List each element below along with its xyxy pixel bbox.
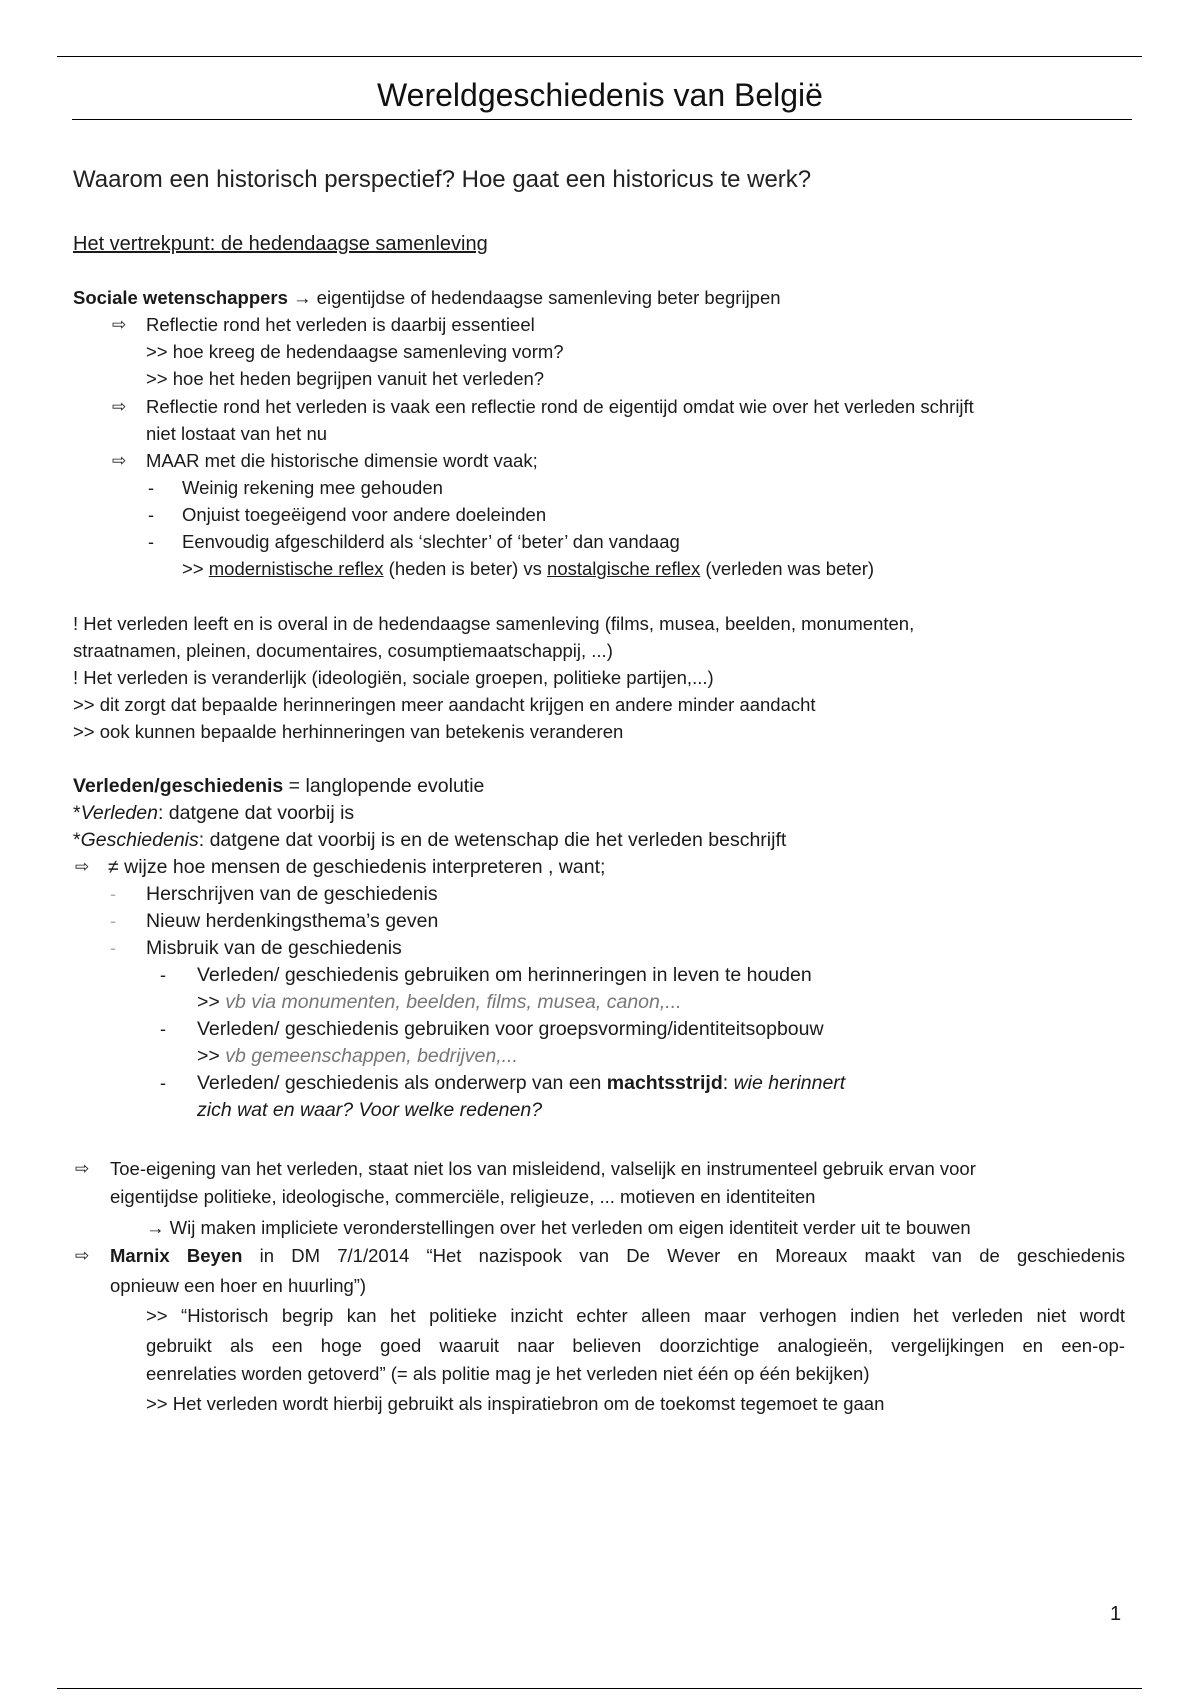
sociale-wetenschappers-line bbox=[73, 285, 781, 311]
note-line: >> dit zorgt dat bepaalde herinneringen meer aandacht krijgen en andere minder aandacht bbox=[73, 694, 816, 715]
example-text: vb via monumenten, beelden, films, musea, canon,... bbox=[225, 991, 682, 1013]
bullet-item-text: Nieuw herdenkingsthema’s geven bbox=[146, 910, 439, 932]
dash-icon: - bbox=[110, 884, 116, 904]
term-bold: Sociale wetenschappers bbox=[73, 287, 288, 308]
dash-icon: - bbox=[148, 505, 154, 525]
nostalgic-reflex: nostalgische reflex bbox=[547, 558, 701, 579]
definition-text: : datgene dat voorbij is en de wetenschap die het verleden beschrijft bbox=[198, 829, 787, 851]
dash-icon: - bbox=[148, 478, 154, 498]
reflex-prefix: >> bbox=[182, 558, 209, 579]
dash-item-text: Eenvoudig afgeschilderd als ‘slechter’ of ‘beter’ dan vandaag bbox=[182, 531, 680, 552]
beyen-name: Marnix Beyen bbox=[110, 1245, 243, 1266]
example-line bbox=[197, 1043, 518, 1069]
bottom-rule bbox=[57, 1688, 1142, 1689]
example-text: vb gemeenschappen, bedrijven,... bbox=[225, 1045, 518, 1067]
misuse-item-text: Verleden/ geschiedenis gebruiken voor groepsvorming/identiteitsopbouw bbox=[197, 1018, 824, 1040]
dash-icon: - bbox=[160, 1019, 166, 1039]
misuse-item-text bbox=[197, 1070, 845, 1096]
hollow-right-arrow-icon: ⇨ bbox=[112, 397, 127, 416]
example-line bbox=[197, 989, 682, 1015]
misuse-pre: Verleden/ geschiedenis als onderwerp van een bbox=[197, 1072, 607, 1094]
example-prefix: >> bbox=[197, 991, 226, 1013]
term-rest: → eigentijdse of hedendaagse samenleving beter begrijpen bbox=[287, 287, 781, 308]
star: * bbox=[73, 802, 81, 824]
quote-line: >> “Historisch begrip kan het politieke inzicht echter alleen maar verhogen indien het verleden niet wordt bbox=[146, 1305, 1125, 1326]
quote-line: >> Het verleden wordt hierbij gebruikt als inspiratiebron om de toekomst tegemoet te gaan bbox=[146, 1393, 885, 1414]
definition-text: : datgene dat voorbij is bbox=[157, 802, 355, 824]
dash-item-text: Weinig rekening mee gehouden bbox=[182, 477, 443, 498]
term-italic: Geschiedenis bbox=[80, 829, 199, 851]
term-bold: Verleden/geschiedenis bbox=[73, 775, 284, 797]
arrow-item-text: Reflectie rond het verleden is vaak een reflectie rond de eigentijd omdat wie over het verleden schrijft bbox=[146, 396, 974, 417]
quote-line: eenrelaties worden getoverd” (= als politie mag je het verleden niet één op één bekijken) bbox=[146, 1363, 870, 1384]
section-heading: Waarom een historisch perspectief? Hoe gaat een historicus te werk? bbox=[73, 166, 812, 193]
misuse-item-text: Verleden/ geschiedenis gebruiken om herinneringen in leven te houden bbox=[197, 964, 812, 986]
dash-icon: - bbox=[148, 532, 154, 552]
subheading: Het vertrekpunt: de hedendaagse samenleving bbox=[73, 233, 488, 255]
toe-eigening-line: eigentijdse politieke, ideologische, commerciële, religieuze, ... motieven en identiteiten bbox=[110, 1186, 816, 1207]
verleden-heading-line bbox=[73, 773, 484, 799]
toe-eigening-line: Toe-eigening van het verleden, staat niet los van misleidend, valselijk en instrumenteel gebruik ervan voor bbox=[110, 1158, 976, 1179]
arrow-item-text: ≠ wijze hoe mensen de geschiedenis interpreteren , want; bbox=[108, 856, 606, 878]
note-line: ! Het verleden is veranderlijk (ideologiën, sociale groepen, politieke partijen,...) bbox=[73, 667, 714, 688]
beyen-text: in DM 7/1/2014 “Het nazispook van De Wever en Moreaux maakt van de geschiedenis bbox=[242, 1245, 1125, 1266]
question-line: >> hoe kreeg de hedendaagse samenleving vorm? bbox=[146, 341, 564, 362]
term-italic: Verleden bbox=[80, 802, 158, 824]
reflex-line bbox=[182, 556, 874, 582]
dash-icon: - bbox=[160, 1073, 166, 1093]
misuse-colon: : bbox=[722, 1072, 734, 1094]
beyen-line: opnieuw een hoer en huurling”) bbox=[110, 1275, 367, 1296]
arrow-item-text: Reflectie rond het verleden is daarbij essentieel bbox=[146, 314, 535, 335]
note-line: ! Het verleden leeft en is overal in de hedendaagse samenleving (films, musea, beelden, monumenten, bbox=[73, 613, 915, 634]
page-number: 1 bbox=[1110, 1603, 1122, 1625]
toe-eigening-line: → Wij maken impliciete veronderstellingen over het verleden om eigen identiteit verder uit te bouwen bbox=[146, 1217, 971, 1238]
reflex-mid: (heden is beter) vs bbox=[383, 558, 548, 579]
modernist-reflex: modernistische reflex bbox=[208, 558, 384, 579]
hollow-right-arrow-icon: ⇨ bbox=[75, 1159, 90, 1178]
hollow-right-arrow-icon: ⇨ bbox=[112, 451, 127, 470]
misuse-bold: machtsstrijd bbox=[606, 1072, 723, 1094]
dash-icon: - bbox=[110, 911, 116, 931]
definition-verleden bbox=[73, 800, 354, 826]
misuse-italic: wie herinnert bbox=[733, 1072, 846, 1094]
misuse-italic-cont: zich wat en waar? Voor welke redenen? bbox=[197, 1099, 543, 1121]
quote-line: gebruikt als een hoge goed waaruit naar believen doorzichtige analogieën, vergelijkingen en een-op- bbox=[146, 1335, 1125, 1356]
document-title: Wereldgeschiedenis van België bbox=[377, 77, 823, 113]
dash-item-text: Onjuist toegeëigend voor andere doeleinden bbox=[182, 504, 547, 525]
example-prefix: >> bbox=[197, 1045, 226, 1067]
definition-geschiedenis bbox=[73, 827, 786, 853]
reflex-post: (verleden was beter) bbox=[700, 558, 875, 579]
arrow-item-text: niet lostaat van het nu bbox=[146, 423, 328, 444]
question-line: >> hoe het heden begrijpen vanuit het verleden? bbox=[146, 368, 545, 389]
beyen-line bbox=[110, 1243, 1125, 1269]
term-rest: = langlopende evolutie bbox=[283, 775, 485, 797]
arrow-item-text: MAAR met die historische dimensie wordt vaak; bbox=[146, 450, 538, 471]
title-underline bbox=[72, 119, 1132, 120]
top-rule bbox=[57, 56, 1142, 57]
bullet-item-text: Herschrijven van de geschiedenis bbox=[146, 883, 438, 905]
hollow-right-arrow-icon: ⇨ bbox=[112, 315, 127, 334]
hollow-right-arrow-icon: ⇨ bbox=[75, 857, 90, 876]
bullet-item-text: Misbruik van de geschiedenis bbox=[146, 937, 402, 959]
dash-icon: - bbox=[110, 938, 116, 958]
star: * bbox=[73, 829, 81, 851]
hollow-right-arrow-icon: ⇨ bbox=[75, 1246, 90, 1265]
note-line: >> ook kunnen bepaalde herhinneringen van betekenis veranderen bbox=[73, 721, 624, 742]
dash-icon: - bbox=[160, 965, 166, 985]
note-line: straatnamen, pleinen, documentaires, cosumptiemaatschappij, ...) bbox=[73, 640, 613, 661]
